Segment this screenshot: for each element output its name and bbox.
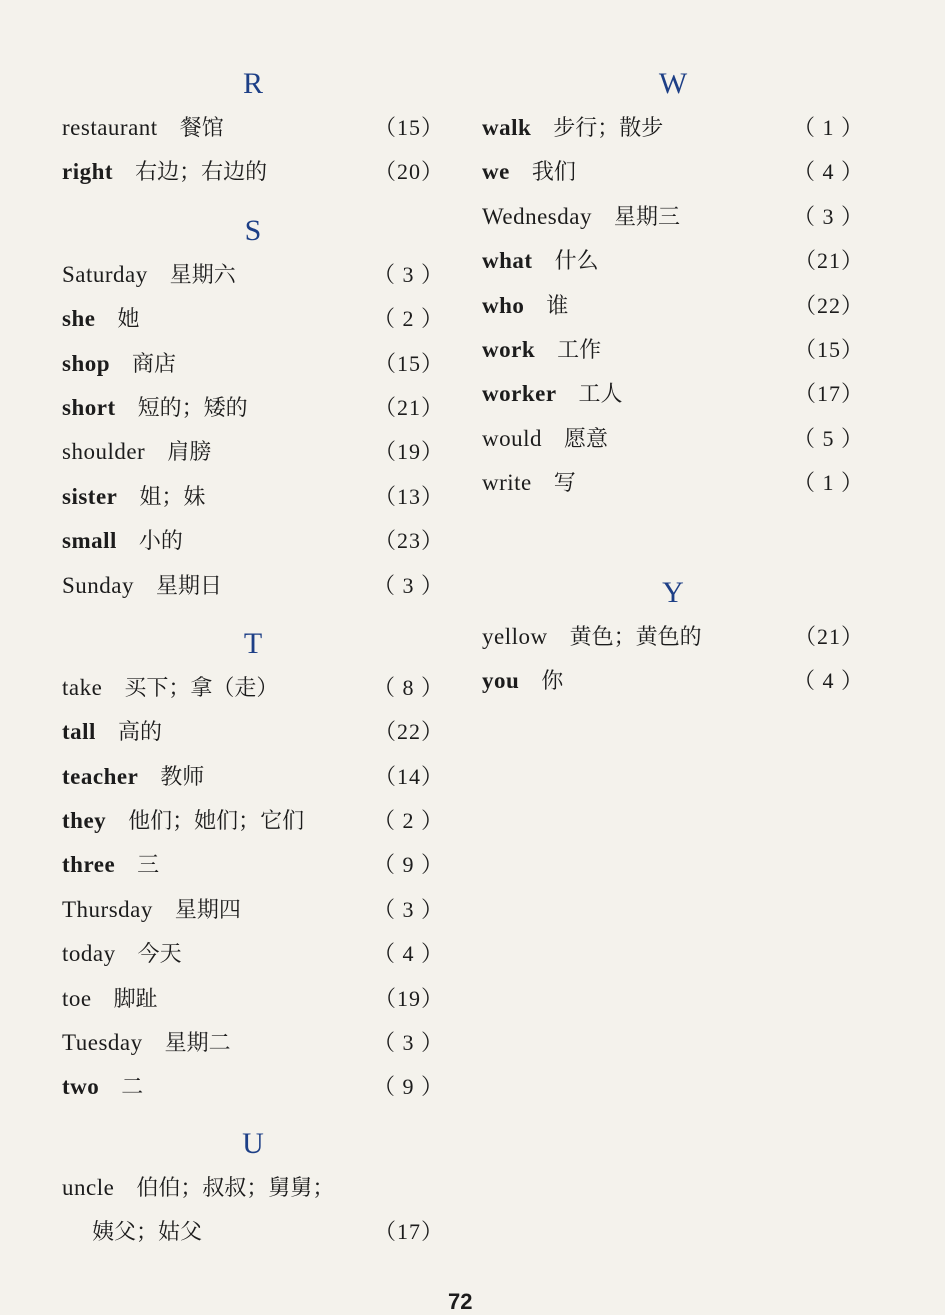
entry-meaning: 谁: [546, 293, 569, 319]
section-spacer: [62, 608, 444, 622]
entry-meaning: 商店: [132, 351, 177, 377]
entry-meaning: 工作: [557, 337, 602, 363]
entry-word: we: [482, 159, 510, 185]
entry-word: Saturday: [62, 261, 148, 287]
entry-word: sister: [62, 483, 118, 509]
entry-word: Thursday: [62, 896, 153, 922]
vocab-entry: [62, 475, 444, 519]
entry-unit-number: （19）: [373, 439, 444, 465]
entry-word: small: [62, 528, 117, 554]
entry-unit-number: （ 5 ）: [792, 425, 864, 451]
vocab-entry: [62, 430, 444, 474]
entry-meaning: 步行；散步: [553, 116, 664, 141]
entry-meaning: 愿意: [564, 426, 609, 452]
entry-word: would: [482, 425, 542, 451]
entry-meaning: 星期四: [174, 897, 241, 923]
entry-unit-number: （ 3 ）: [372, 1030, 444, 1056]
entry-unit-number: （ 4 ）: [372, 941, 444, 967]
entry-meaning: 小的: [138, 529, 183, 555]
vocab-entry: [62, 106, 444, 150]
vocab-entry: [62, 799, 444, 843]
entry-word: toe: [62, 985, 92, 1011]
vocab-entry: [62, 932, 444, 976]
entry-unit-number: （ 2 ）: [372, 306, 444, 332]
entry-meaning: 星期日: [156, 573, 223, 599]
entry-word: Wednesday: [482, 203, 592, 229]
entry-unit-number: （14）: [373, 763, 444, 789]
entry-word: she: [62, 306, 96, 332]
page-number: 72: [448, 1289, 473, 1314]
left-column: [62, 62, 444, 1255]
entry-unit-number: （ 4 ）: [792, 159, 864, 185]
vocab-entry: [62, 150, 444, 194]
vocab-entry: [62, 564, 444, 608]
entry-word: worker: [482, 381, 557, 407]
entry-unit-number: （15）: [373, 115, 444, 140]
vocab-entry: [62, 666, 444, 710]
entry-unit-number: （15）: [793, 336, 864, 362]
entry-meaning: 工人: [578, 382, 623, 408]
vocab-entry: [482, 461, 864, 505]
entry-word: Tuesday: [62, 1030, 143, 1056]
entry-word: yellow: [482, 623, 548, 649]
entry-unit-number: （ 4 ）: [792, 667, 864, 693]
entry-word: teacher: [62, 763, 139, 789]
vocab-entry: [62, 977, 444, 1021]
entry-word: take: [62, 674, 103, 700]
entry-meaning: 星期二: [164, 1031, 231, 1057]
section-letter: S: [244, 213, 262, 247]
entry-meaning: 伯伯；叔叔；舅舅；: [136, 1175, 335, 1201]
entry-unit-number: （15）: [373, 350, 444, 376]
entry-unit-number: （ 9 ）: [372, 1074, 444, 1100]
entry-unit-number: （23）: [373, 528, 444, 554]
entry-meaning: 星期三: [613, 204, 680, 230]
entry-word: you: [482, 667, 520, 693]
entry-word: shop: [62, 350, 111, 376]
entry-meaning: 三: [137, 853, 160, 879]
entry-word: write: [482, 470, 532, 496]
entry-meaning: 二: [121, 1075, 144, 1101]
entry-unit-number: （ 3 ）: [792, 203, 864, 229]
entry-meaning: 肩膀: [167, 440, 212, 466]
entry-word: uncle: [62, 1174, 115, 1200]
entry-word: work: [482, 336, 536, 362]
entry-unit-number: （21）: [793, 248, 864, 274]
entry-unit-number: （22）: [793, 292, 864, 318]
entry-word: restaurant: [62, 115, 158, 140]
entry-word: walk: [482, 115, 532, 140]
entry-unit-number: （ 3 ）: [372, 261, 444, 287]
entry-unit-number: （21）: [373, 394, 444, 420]
entry-meaning: 教师: [160, 764, 205, 790]
section-spacer: [62, 1110, 444, 1122]
vocab-entry: [62, 297, 444, 341]
entry-meaning: 什么: [554, 249, 599, 275]
section-letter: U: [242, 1126, 264, 1160]
vocab-entry: [62, 1065, 444, 1109]
entry-meaning: 我们: [531, 160, 576, 186]
entry-word: two: [62, 1074, 100, 1100]
entry-word: Sunday: [62, 572, 134, 598]
entry-meaning: 买下；拿（走）: [124, 675, 279, 701]
entry-unit-number: （ 8 ）: [372, 674, 444, 700]
vocab-entry: [62, 519, 444, 563]
entry-meaning: 写: [553, 471, 576, 497]
letter-section: [62, 622, 444, 1110]
entry-word: shoulder: [62, 439, 146, 465]
entry-word: tall: [62, 719, 96, 745]
entry-meaning: 她: [117, 307, 140, 333]
entry-meaning: 你: [541, 668, 564, 694]
entry-meaning: 右边；右边的: [135, 160, 268, 186]
vocab-entry: [62, 342, 444, 386]
entry-unit-number: （22）: [373, 719, 444, 745]
entry-unit-number: （ 1 ）: [792, 115, 864, 140]
section-spacer: [62, 195, 444, 209]
section-letter: T: [243, 626, 263, 660]
vocab-entry: [62, 888, 444, 932]
letter-section: [482, 571, 864, 704]
entry-unit-number: （19）: [373, 985, 444, 1011]
entry-meaning: 高的: [117, 720, 162, 746]
entry-unit-number: （21）: [793, 623, 864, 649]
vocab-entry: [482, 417, 864, 461]
entry-word: short: [62, 394, 116, 420]
entry-unit-number: （ 9 ）: [372, 852, 444, 878]
vocab-entry: [482, 106, 864, 150]
letter-section: [62, 62, 444, 195]
vocab-entry: [62, 1166, 444, 1255]
entry-word: three: [62, 852, 116, 878]
vocab-entry: [62, 1021, 444, 1065]
section-letter: W: [658, 67, 688, 100]
entry-meaning: 黄色；黄色的: [569, 624, 702, 650]
letter-section: [482, 62, 864, 506]
entry-word: they: [62, 808, 107, 834]
section-letter: R: [242, 67, 263, 100]
entry-meaning: 餐馆: [179, 116, 224, 141]
entry-meaning-continued: 姨父；姑父: [92, 1220, 203, 1246]
entry-meaning: 短的；矮的: [137, 395, 248, 421]
entry-meaning: 今天: [137, 942, 182, 968]
entry-unit-number: （ 1 ）: [792, 470, 864, 496]
vocab-entry: [62, 253, 444, 297]
entry-word: today: [62, 941, 116, 967]
section-letter: Y: [662, 575, 684, 609]
entry-unit-number: （17）: [373, 1219, 444, 1245]
entry-meaning: 姐；妹: [139, 484, 206, 510]
entry-unit-number: （ 3 ）: [372, 896, 444, 922]
vocab-entry: [62, 386, 444, 430]
vocab-entry: [482, 659, 864, 703]
vocab-entry: [482, 150, 864, 194]
entry-word: what: [482, 248, 533, 274]
vocab-entry: [62, 843, 444, 887]
entry-meaning: 脚趾: [113, 986, 158, 1012]
vocab-entry: [482, 239, 864, 283]
section-spacer: [482, 506, 864, 571]
entry-unit-number: （13）: [373, 483, 444, 509]
entry-unit-number: （ 2 ）: [372, 808, 444, 834]
vocab-entry: [482, 195, 864, 239]
entry-unit-number: （20）: [373, 159, 444, 185]
vocab-entry: [62, 755, 444, 799]
entry-word: right: [62, 159, 114, 185]
entry-meaning: 他们；她们；它们: [128, 809, 305, 835]
vocab-entry: [482, 615, 864, 659]
vocab-entry: [62, 710, 444, 754]
entry-unit-number: （ 3 ）: [372, 572, 444, 598]
entry-unit-number: （17）: [793, 381, 864, 407]
vocab-entry: [482, 328, 864, 372]
vocab-entry: [482, 372, 864, 416]
right-column: [482, 62, 864, 703]
entry-word: who: [482, 292, 525, 318]
entry-meaning: 星期六: [169, 262, 236, 288]
letter-section: [62, 209, 444, 608]
letter-section: [62, 1122, 444, 1255]
vocab-entry: [482, 284, 864, 328]
